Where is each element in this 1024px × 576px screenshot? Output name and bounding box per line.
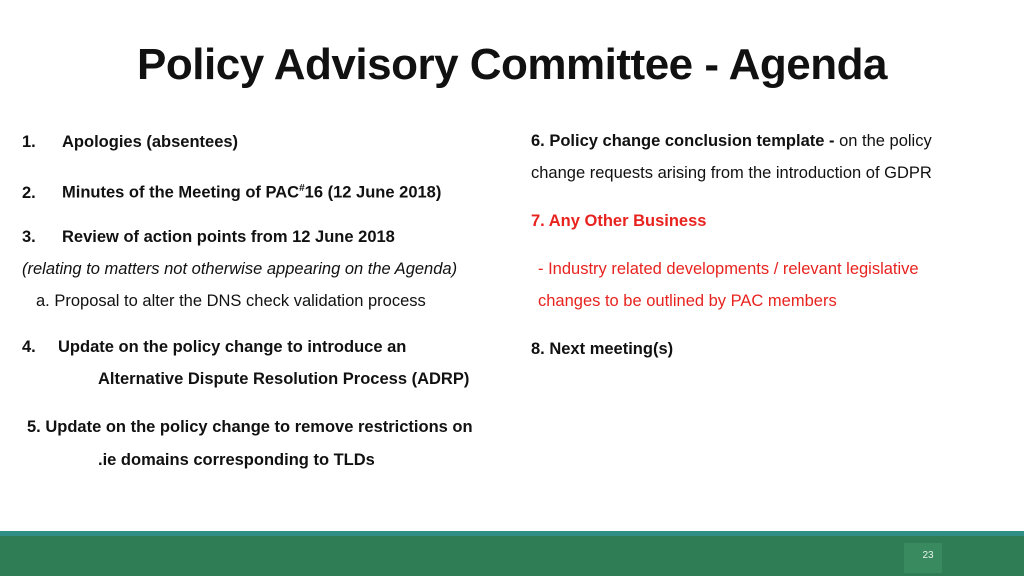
agenda-item-3-sub-a: a. Proposal to alter the DNS check validation process [36,292,426,310]
item-label: Minutes of the Meeting of PAC [62,183,300,202]
agenda-item-4 [22,337,406,357]
footer-bar [0,536,1024,576]
item-label: Update on the policy change to introduce an [58,338,407,356]
agenda-item-7: 7. Any Other Business [531,212,707,230]
agenda-item-2 [22,179,441,203]
agenda-item-4-line2: Alternative Dispute Resolution Process (ADRP) [98,370,470,388]
item-label: Apologies (absentees) [62,133,239,151]
agenda-item-5-line2: .ie domains corresponding to TLDs [98,451,375,469]
item-label: 6. Policy change conclusion template - [531,132,835,150]
page-number: 23 [922,550,934,561]
agenda-item-8: 8. Next meeting(s) [531,340,674,358]
item-label: Review of action points from 12 June 2018 [62,228,395,246]
agenda-item-3-note: (relating to matters not otherwise appearing on the Agenda) [22,260,458,278]
item-number: 3. [22,228,36,246]
item-label-suffix: 16 (12 June 2018) [304,183,442,202]
agenda-item-7-line1: - Industry related developments / relevant legislative [538,260,919,278]
item-number: 1. [22,133,36,151]
item-number: 4. [22,338,36,356]
agenda-item-6-line2: change requests arising from the introduction of GDPR [531,164,932,182]
superscript-hash: # [299,183,305,194]
page-title: Policy Advisory Committee - Agenda [137,40,887,89]
agenda-item-3 [22,227,395,247]
agenda-item-7-line2: changes to be outlined by PAC members [538,292,837,310]
item-description: on the policy [834,132,932,150]
agenda-item-5: 5. Update on the policy change to remove restrictions on [27,418,473,436]
agenda-item-1 [22,132,238,152]
agenda-item-6 [531,131,932,151]
item-number: 2. [22,183,36,202]
